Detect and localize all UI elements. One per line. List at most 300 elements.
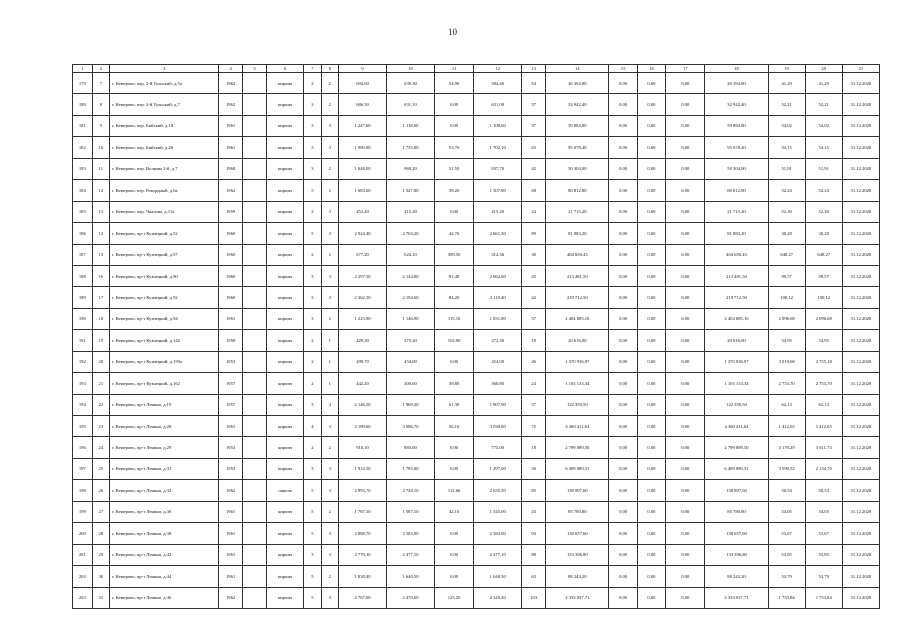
table-cell: 23 (92, 416, 109, 437)
table-cell: 0,00 (609, 480, 637, 501)
table-cell: 3 (304, 158, 321, 179)
table-cell: 59 884,80 (546, 115, 609, 136)
table-cell: кирпич (267, 351, 304, 372)
address-cell: г. Кемерово, пр-т Ленина, д.46 (110, 587, 219, 608)
table-cell: 5 (304, 566, 321, 587)
table-row (73, 180, 880, 201)
table-cell: 31.12.2020 (842, 244, 879, 265)
table-cell: 1961 (219, 115, 243, 136)
table-cell (243, 523, 267, 544)
table-cell: 3 (304, 115, 321, 136)
table-cell: 50 304,00 (705, 158, 768, 179)
table-cell: 31.12.2020 (842, 458, 879, 479)
table-cell: 775,00 (474, 437, 522, 458)
table-cell: 969,20 (387, 158, 435, 179)
table-cell: 5 (304, 480, 321, 501)
table-cell: 4 360 411,64 (705, 416, 768, 437)
table-cell: 1 (321, 330, 338, 351)
table-cell: 68 (522, 180, 546, 201)
table-cell: 0,00 (666, 501, 705, 522)
table-cell: 80 812,80 (705, 180, 768, 201)
table-cell: 1 146,90 (387, 308, 435, 329)
column-header: 11 (434, 65, 473, 73)
table-cell: 7 (92, 73, 109, 94)
table-cell: 182 (73, 137, 93, 158)
table-cell: 2 (321, 180, 338, 201)
table-cell: 2 146,50 (339, 394, 387, 415)
table-cell: 50,54 (768, 480, 805, 501)
table-row (73, 308, 880, 329)
address-cell: г. Кемерово, пр-т Кузнецкий, д.162 (110, 373, 219, 394)
column-header: 7 (304, 65, 321, 73)
table-cell: 42,70 (434, 223, 473, 244)
table-cell: 2 (304, 373, 321, 394)
table-cell: 0,00 (666, 416, 705, 437)
table-cell: 1 753,84 (768, 587, 805, 608)
table-cell: 1960 (219, 158, 243, 179)
table-cell: 213 481,50 (546, 265, 609, 286)
table-cell: 30 (522, 244, 546, 265)
table-cell: 1960 (219, 265, 243, 286)
table-cell: 193 (73, 373, 93, 394)
table-cell: 452,40 (339, 201, 387, 222)
table-cell: 95 078,40 (546, 137, 609, 158)
table-cell: 1960 (219, 244, 243, 265)
table-cell (243, 223, 267, 244)
table-cell: 404 650,43 (546, 244, 609, 265)
table-cell: 0,00 (609, 244, 637, 265)
table-cell (243, 94, 267, 115)
address-cell: г. Кемерово, пер. Волкова 2-й, д.7 (110, 158, 219, 179)
table-cell: 122 350,50 (546, 394, 609, 415)
table-cell: 2 (321, 94, 338, 115)
table-cell: 0,00 (434, 351, 473, 372)
table-cell: 21 (92, 373, 109, 394)
table-cell: 219 712,50 (546, 287, 609, 308)
table-cell: 1 640,50 (387, 566, 435, 587)
table-cell: 89 (522, 223, 546, 244)
table-cell: 0,00 (666, 137, 705, 158)
table-cell: 54 (522, 73, 546, 94)
table-cell: 52,30 (768, 201, 805, 222)
table-cell: 0,00 (637, 351, 665, 372)
table-cell: 80 812,80 (546, 180, 609, 201)
address-cell: г. Кемерово, пр-т Кузнецкий, д.52 (110, 223, 219, 244)
table-cell: 4 (304, 416, 321, 437)
table-cell: 18 (92, 308, 109, 329)
table-cell (243, 544, 267, 565)
table-cell: 0,00 (666, 308, 705, 329)
table-cell: 31.12.2020 (842, 330, 879, 351)
table-cell: 1 980,80 (339, 137, 387, 158)
table-cell: 81 883,20 (705, 223, 768, 244)
table-cell: 2 583,00 (474, 523, 522, 544)
table-cell: 31.12.2020 (842, 73, 879, 94)
table-cell: 2 (304, 437, 321, 458)
table-cell: 0,00 (609, 201, 637, 222)
table-cell: 2 194,60 (387, 287, 435, 308)
address-cell: г. Кемерово, пер. 2-й Тульский, д.7 (110, 94, 219, 115)
table-cell (243, 137, 267, 158)
table-cell: 1957 (219, 373, 243, 394)
table-cell: 1 (321, 373, 338, 394)
table-row (73, 544, 880, 565)
table-cell: 16 (92, 265, 109, 286)
table-cell: 1 370 936,97 (546, 351, 609, 372)
table-cell: 2 (321, 244, 338, 265)
table-cell (243, 351, 267, 372)
table-cell: 429,30 (339, 330, 387, 351)
table-cell: кирпич (267, 180, 304, 201)
table-cell: 0,00 (637, 287, 665, 308)
table-cell: 88 243,20 (705, 566, 768, 587)
table-cell: 314,36 (474, 244, 522, 265)
table-cell: 54,95 (768, 330, 805, 351)
address-cell: г. Кемерово, пер. Рекордный, д.6а (110, 180, 219, 201)
address-cell: г. Кемерово, пр-т Ленина, д.42 (110, 544, 219, 565)
table-cell: 0,00 (609, 308, 637, 329)
table-cell: 1 412,65 (768, 416, 805, 437)
table-cell: 2 888,70 (339, 523, 387, 544)
table-cell: 31.12.2020 (842, 544, 879, 565)
table-cell: 31.12.2020 (842, 265, 879, 286)
table-cell: 0,00 (666, 94, 705, 115)
table-cell: 102,90 (434, 330, 473, 351)
table-cell: 25 (92, 458, 109, 479)
table-cell: 2 062,60 (474, 265, 522, 286)
table-cell: 0,00 (609, 437, 637, 458)
table-cell: 197 (73, 458, 93, 479)
table-cell: кирпич (267, 265, 304, 286)
table-cell: 81 883,20 (546, 223, 609, 244)
column-header: 15 (609, 65, 637, 73)
table-cell: 3 (321, 416, 338, 437)
table-cell: 0,00 (666, 158, 705, 179)
table-cell: 31.12.2020 (842, 437, 879, 458)
table-row (73, 394, 880, 415)
table-cell: 2 583,00 (387, 523, 435, 544)
table-cell: 1 031,80 (474, 308, 522, 329)
table-cell: 0,00 (609, 544, 637, 565)
table-cell: 41,29 (768, 73, 805, 94)
table-cell: 1953 (219, 458, 243, 479)
table-cell: 2 096,68 (768, 308, 805, 329)
table-cell (243, 394, 267, 415)
table-cell: 54,02 (805, 115, 842, 136)
column-header: 1 (73, 65, 93, 73)
table-cell: 2 924,40 (339, 223, 387, 244)
table-cell: 13 (92, 201, 109, 222)
address-cell: г. Кемерово, пр-т Ленина, д.36 (110, 501, 219, 522)
table-cell: 32 942,40 (546, 94, 609, 115)
table-cell: 1 223,90 (339, 308, 387, 329)
table-cell: 404 650,43 (705, 244, 768, 265)
table-cell: 694,60 (339, 73, 387, 94)
table-cell: 0,00 (666, 351, 705, 372)
table-cell: 57 (522, 394, 546, 415)
table-cell: 454,00 (387, 351, 435, 372)
column-header: 8 (321, 65, 338, 73)
table-cell: 59 884,80 (705, 115, 768, 136)
table-cell: 115,10 (434, 308, 473, 329)
table-cell: 0,00 (609, 137, 637, 158)
table-cell: 3 030,60 (474, 416, 522, 437)
table-cell: 0,00 (637, 458, 665, 479)
table-cell: 360,80 (474, 373, 522, 394)
table-cell: 0,00 (666, 115, 705, 136)
table-cell: 0,00 (609, 94, 637, 115)
table-cell: 27 (92, 501, 109, 522)
table-cell: 4 333 037,71 (546, 587, 609, 608)
table-cell: 31.12.2020 (842, 287, 879, 308)
table-cell: кирпич (267, 523, 304, 544)
table-cell: 45 (522, 265, 546, 286)
table-cell: 81,40 (434, 265, 473, 286)
table-cell: 14 (92, 223, 109, 244)
table-cell: 2 893,70 (339, 480, 387, 501)
table-cell: 2 767,60 (339, 587, 387, 608)
table-cell: 54,02 (768, 115, 805, 136)
table-cell: кирпич (267, 437, 304, 458)
table-cell: 3 (321, 137, 338, 158)
address-cell: г. Кемерово, пр-т Кузнецкий, д.90 (110, 265, 219, 286)
table-cell: 184 (73, 180, 93, 201)
table-cell: 42,10 (434, 501, 473, 522)
table-cell: 2 (321, 566, 338, 587)
table-cell: 185 (73, 201, 93, 222)
address-cell: г. Кемерово, пр-т Ленина, д.19 (110, 394, 219, 415)
table-cell: 0,00 (666, 180, 705, 201)
table-cell: 26 394,80 (546, 73, 609, 94)
table-cell: 31.12.2020 (842, 566, 879, 587)
table-cell: 1962 (219, 94, 243, 115)
table-cell: 1 838,40 (339, 566, 387, 587)
table-cell: 138 657,60 (546, 523, 609, 544)
table-cell: 0,00 (637, 330, 665, 351)
table-cell: 42 (522, 287, 546, 308)
table-cell: 200 (73, 523, 93, 544)
table-cell: 499,70 (339, 351, 387, 372)
table-cell: 0,00 (609, 287, 637, 308)
table-cell: 20 616,00 (705, 330, 768, 351)
table-cell: 3 (304, 544, 321, 565)
table-cell: 0,00 (637, 566, 665, 587)
table-cell: 1 587,10 (387, 501, 435, 522)
table-cell: 3 (321, 587, 338, 608)
table-cell: 18 (522, 437, 546, 458)
table-cell: 1 412,65 (805, 416, 842, 437)
table-cell: 183 (73, 158, 93, 179)
table-cell: 3 (321, 265, 338, 286)
table-cell: 0,00 (637, 587, 665, 608)
table-cell: 677,20 (339, 244, 387, 265)
table-cell: 54,90 (434, 73, 473, 94)
table-cell: 0,00 (609, 265, 637, 286)
table-cell: 0,00 (637, 501, 665, 522)
table-cell: 1960 (219, 287, 243, 308)
address-cell: г. Кемерово, пр-т Ленина, д.29 (110, 437, 219, 458)
table-cell: 20 616,00 (546, 330, 609, 351)
table-cell: 51,91 (805, 158, 842, 179)
table-cell: 85 780,80 (546, 501, 609, 522)
table-cell: 85 780,80 (705, 501, 768, 522)
table-cell: 0,00 (637, 416, 665, 437)
table-cell: 3 (321, 480, 338, 501)
table-cell: 0,00 (609, 458, 637, 479)
column-header: 5 (243, 65, 267, 73)
table-cell: 624,10 (387, 244, 435, 265)
table-cell: 0,00 (666, 480, 705, 501)
table-cell: 1 370 936,97 (705, 351, 768, 372)
column-header: 20 (805, 65, 842, 73)
table-cell: 54,15 (805, 137, 842, 158)
table-cell: 41,29 (805, 73, 842, 94)
table-cell: 99,57 (805, 265, 842, 286)
table-cell: 3 590,52 (768, 458, 805, 479)
table-cell: 1 785,00 (387, 458, 435, 479)
table-cell: 2 362,50 (339, 287, 387, 308)
table-cell (243, 437, 267, 458)
table-cell: 19 (92, 330, 109, 351)
table-cell: 0,00 (434, 437, 473, 458)
table-cell: кирпич (267, 201, 304, 222)
table-cell: 199 (73, 501, 93, 522)
table-cell: 1953 (219, 351, 243, 372)
table-cell: 1962 (219, 587, 243, 608)
table-cell: 191 (73, 330, 93, 351)
table-cell: 0,00 (609, 351, 637, 372)
table-cell: 63 (522, 566, 546, 587)
column-header: 10 (387, 65, 435, 73)
table-cell: 0,00 (637, 480, 665, 501)
table-cell: 937,70 (474, 158, 522, 179)
table-cell: 1 755,80 (387, 137, 435, 158)
table-cell: 2 134,70 (805, 458, 842, 479)
table-cell: 3 019,68 (768, 351, 805, 372)
table-cell: 0,00 (637, 158, 665, 179)
table-cell: кирпич (267, 416, 304, 437)
table-cell: 0,00 (666, 244, 705, 265)
table-row (73, 73, 880, 94)
table-cell: 0,00 (609, 416, 637, 437)
table-cell: кирпич (267, 587, 304, 608)
table-cell: 2 (304, 201, 321, 222)
table-cell: 31.12.2020 (842, 137, 879, 158)
table-cell: 2 345,40 (474, 587, 522, 608)
table-cell: 53,79 (805, 566, 842, 587)
table-cell: 3 (321, 458, 338, 479)
table-cell: 52,21 (768, 94, 805, 115)
table-cell: 1961 (219, 416, 243, 437)
table-cell: 133 396,80 (705, 544, 768, 565)
table-cell: 53,67 (768, 523, 805, 544)
table-cell: 2 404 685,16 (705, 308, 768, 329)
table-cell: кирпич (267, 244, 304, 265)
table-cell (243, 115, 267, 136)
table-cell: 52,21 (805, 94, 842, 115)
table-cell: 21 715,20 (546, 201, 609, 222)
table-row (73, 501, 880, 522)
table-cell: 0,00 (434, 523, 473, 544)
table-cell: 639,30 (387, 73, 435, 94)
table-cell: 26 (522, 351, 546, 372)
table-cell: 0,00 (666, 544, 705, 565)
table-cell: 1 247,60 (339, 115, 387, 136)
table-cell: 0,00 (637, 265, 665, 286)
table-cell: 1 (321, 351, 338, 372)
table-cell: 31.12.2020 (842, 416, 879, 437)
column-header: 2 (92, 65, 109, 73)
table-cell: 2 470,60 (387, 587, 435, 608)
table-cell: 6 409 080,31 (546, 458, 609, 479)
table-cell: 1 969,20 (387, 394, 435, 415)
column-header: 17 (666, 65, 705, 73)
table-cell: 31.12.2020 (842, 394, 879, 415)
table-cell: 4 (321, 394, 338, 415)
table-cell: 198 (73, 480, 93, 501)
table-cell: 100,12 (805, 287, 842, 308)
table-cell: 0,00 (609, 523, 637, 544)
table-cell: 0,00 (666, 201, 705, 222)
table-cell: 3 086,70 (387, 416, 435, 437)
table-cell: 54,05 (768, 501, 805, 522)
table-cell: 2 (321, 437, 338, 458)
table-cell: 3 (304, 394, 321, 415)
table-cell: 84,20 (434, 287, 473, 308)
table-cell: 52,24 (805, 180, 842, 201)
table-cell (243, 201, 267, 222)
table-cell (243, 373, 267, 394)
table-cell: 37 (522, 115, 546, 136)
column-header: 4 (219, 65, 243, 73)
table-cell: 213 481,50 (705, 265, 768, 286)
table-cell: 686,50 (339, 94, 387, 115)
table-cell: 31.12.2020 (842, 201, 879, 222)
table-cell: 179 (73, 73, 93, 94)
table-row (73, 458, 880, 479)
table-row (73, 265, 880, 286)
table-cell: 138 897,60 (705, 480, 768, 501)
table-cell: 5 (304, 523, 321, 544)
table-cell: 138 897,60 (546, 480, 609, 501)
table-cell: 31.12.2020 (842, 523, 879, 544)
table-cell: 85 (522, 480, 546, 501)
table-cell: 0,00 (637, 223, 665, 244)
table-cell (243, 587, 267, 608)
table-cell: 21 715,20 (705, 201, 768, 222)
table-cell: 0,00 (434, 544, 473, 565)
table-row (73, 523, 880, 544)
table-row (73, 137, 880, 158)
table-cell: 57 (522, 308, 546, 329)
table-cell: панель (267, 480, 304, 501)
table-cell: 30,28 (805, 223, 842, 244)
table-cell: 2 (304, 94, 321, 115)
table-cell: 442,20 (339, 373, 387, 394)
column-header: 9 (339, 65, 387, 73)
table-cell: 30,28 (768, 223, 805, 244)
table-cell: 195 (73, 416, 93, 437)
table-cell: 17 (92, 287, 109, 308)
table-cell: 32 942,40 (705, 94, 768, 115)
table-cell: 42 (522, 158, 546, 179)
table-cell: 0,00 (434, 115, 473, 136)
table-cell: 2 (321, 73, 338, 94)
table-cell: 75 (522, 416, 546, 437)
table-cell (243, 458, 267, 479)
table-cell: 1961 (219, 566, 243, 587)
address-cell: г. Кемерово, пр-т Ленина, д.38 (110, 523, 219, 544)
